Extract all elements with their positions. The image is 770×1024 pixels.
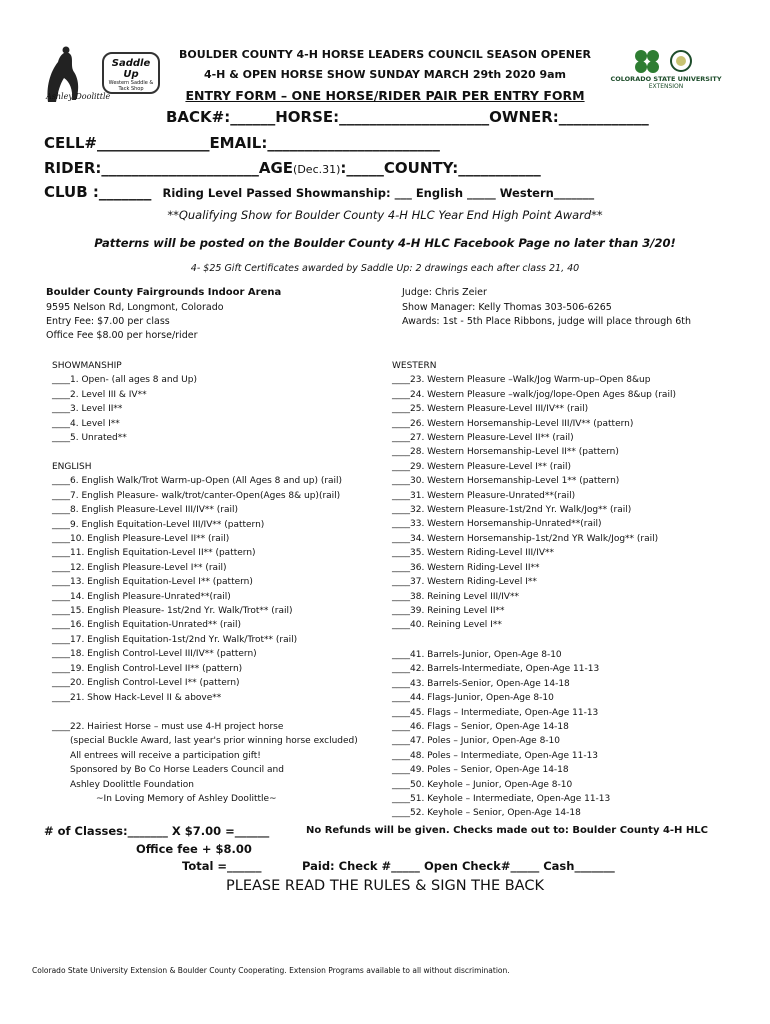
list-item[interactable]: ____27. Western Pleasure-Level II** (rail)	[392, 433, 574, 444]
list-item[interactable]: ____20. English Control-Level I** (pattern)	[52, 678, 240, 689]
gift-certificate-note: 4- $25 Gift Certificates awarded by Saddle Up: 2 drawings each after class 21, 40	[190, 263, 580, 274]
list-item[interactable]: ____4. Level I**	[52, 418, 120, 429]
list-item[interactable]: ____52. Keyhole – Senior, Open-Age 14-18	[392, 808, 581, 819]
total-field[interactable]: Total =______	[182, 859, 262, 873]
cell-email-row[interactable]: CELL#_______________EMAIL:_______________________	[44, 134, 440, 152]
list-item[interactable]: ____5. Unrated**	[52, 433, 127, 444]
list-item[interactable]: ____49. Poles – Senior, Open-Age 14-18	[392, 765, 569, 776]
list-item[interactable]: ____43. Barrels-Senior, Open-Age 14-18	[392, 678, 570, 689]
qualifying-note: **Qualifying Show for Boulder County 4-H HLC Year End High Point Award**	[167, 208, 603, 222]
judge-name: Judge: Chris Zeier	[402, 287, 487, 298]
patterns-note: Patterns will be posted on the Boulder County 4-H HLC Facebook Page no later than 3/20!	[94, 236, 676, 250]
age-county-fields: :_____COUNTY:___________	[340, 159, 541, 177]
list-item[interactable]: ____24. Western Pleasure –walk/jog/lope-Open Ages 8&up (rail)	[392, 389, 676, 400]
hairiest-note: All entrees will receive a participation gift!	[70, 750, 261, 761]
rider-age-county-row[interactable]	[44, 158, 541, 177]
list-item[interactable]: ____45. Flags – Intermediate, Open-Age 11-13	[392, 707, 599, 718]
footer-disclaimer: Colorado State University Extension & Boulder County Cooperating. Extension Programs available to all without discrimination.	[32, 966, 510, 975]
hairiest-note: Sponsored by Bo Co Horse Leaders Council and	[70, 765, 284, 776]
western-title: WESTERN	[392, 361, 437, 371]
list-item[interactable]: ____19. English Control-Level II** (pattern)	[52, 663, 243, 674]
club-field: CLUB :_______	[44, 183, 152, 201]
list-item[interactable]: ____37. Western Riding-Level I**	[392, 577, 537, 588]
awards-info: Awards: 1st - 5th Place Ribbons, judge will place through 6th	[402, 316, 692, 327]
header-title: BOULDER COUNTY 4-H HORSE LEADERS COUNCIL SEASON OPENER	[179, 48, 591, 61]
list-item[interactable]: ____32. Western Pleasure-1st/2nd Yr. Walk/Jog** (rail)	[392, 505, 632, 516]
entry-fee: Entry Fee: $7.00 per class	[46, 316, 170, 327]
list-item[interactable]: ____31. Western Pleasure-Unrated**(rail)	[392, 490, 576, 501]
list-item[interactable]: ____6. English Walk/Trot Warm-up-Open (All Ages 8 and up) (rail)	[52, 476, 343, 487]
list-item[interactable]: ____38. Reining Level III/IV**	[392, 591, 519, 602]
venue-block	[46, 287, 281, 341]
speed-events-section	[392, 648, 610, 821]
list-item[interactable]: ____46. Flags – Senior, Open-Age 14-18	[392, 722, 569, 733]
list-item[interactable]: ____40. Reining Level I**	[392, 620, 502, 631]
hairiest-horse-section	[52, 720, 358, 806]
list-item[interactable]: ____28. Western Horsemanship-Level II** (pattern)	[392, 447, 619, 458]
list-item[interactable]: ____35. Western Riding-Level III/IV**	[392, 548, 554, 559]
list-item[interactable]: ____42. Barrels-Intermediate, Open-Age 11-13	[392, 664, 600, 675]
office-fee: Office Fee $8.00 per horse/rider	[46, 330, 198, 341]
list-item[interactable]: ____25. Western Pleasure-Level III/IV** (rail)	[392, 404, 589, 415]
list-item[interactable]: ____51. Keyhole – Intermediate, Open-Age 11-13	[392, 794, 611, 805]
list-item[interactable]: ____29. Western Pleasure-Level I** (rail)	[392, 461, 571, 472]
show-manager: Show Manager: Kelly Thomas 303-506-6265	[402, 302, 612, 313]
english-title: ENGLISH	[52, 462, 92, 472]
saddleup-title: Saddle Up	[111, 58, 151, 80]
age-date-note: (Dec.31)	[293, 163, 341, 176]
header-subtitle: 4-H & OPEN HORSE SHOW SUNDAY MARCH 29th 2020 9am	[203, 68, 567, 81]
list-item[interactable]: ____34. Western Horsemanship-1st/2nd YR Walk/Jog** (rail)	[392, 533, 659, 544]
csu-logo-line2: EXTENSION	[648, 83, 684, 90]
back-horse-owner-row[interactable]: BACK#:______HORSE:____________________OWNER:____________	[166, 108, 649, 126]
refund-note: No Refunds will be given. Checks made out to: Boulder County 4-H HLC	[306, 825, 708, 836]
list-item[interactable]: ____14. English Pleasure-Unrated**(rail)	[52, 591, 231, 602]
saddleup-subtitle: Western Saddle & Tack Shop	[108, 80, 154, 92]
list-item[interactable]: ____26. Western Horsemanship-Level III/IV** (pattern)	[392, 418, 634, 429]
venue-name: Boulder County Fairgrounds Indoor Arena	[46, 287, 282, 298]
list-item[interactable]: ____7. English Pleasure- walk/trot/canter-Open(Ages 8& up)(rail)	[52, 490, 341, 501]
classes-total-field[interactable]: # of Classes:_______ X $7.00 =______	[44, 824, 270, 838]
list-item[interactable]: ____44. Flags-Junior, Open-Age 8-10	[392, 693, 554, 704]
hairiest-note: Ashley Doolittle Foundation	[70, 779, 194, 790]
showmanship-section	[52, 359, 197, 445]
club-level-row[interactable]	[44, 182, 594, 201]
list-item[interactable]: ____11. English Equitation-Level II** (pattern)	[52, 548, 256, 559]
list-item[interactable]: ____47. Poles – Junior, Open-Age 8-10	[392, 736, 561, 747]
rules-notice: PLEASE READ THE RULES & SIGN THE BACK	[226, 878, 544, 894]
list-item[interactable]: ____16. English Equitation-Unrated** (rail)	[52, 620, 242, 631]
showmanship-title: SHOWMANSHIP	[52, 361, 122, 371]
list-item[interactable]: ____10. English Pleasure-Level II** (rail)	[52, 534, 230, 545]
list-item[interactable]: ____8. English Pleasure-Level III/IV** (rail)	[52, 505, 238, 516]
csu-logo-line1: COLORADO STATE UNIVERSITY	[610, 75, 722, 83]
riding-level-fields: Riding Level Passed Showmanship: ___ English _____ Western_______	[162, 186, 595, 200]
office-fee-line: Office fee + $8.00	[136, 842, 252, 856]
list-item[interactable]: ____12. English Pleasure-Level I** (rail)	[52, 562, 227, 573]
memorial-note: ~In Loving Memory of Ashley Doolittle~	[96, 794, 277, 805]
list-item[interactable]: ____13. English Equitation-Level I** (pattern)	[52, 577, 253, 588]
doolittle-logo-text: Ashley Doolittle	[46, 92, 111, 101]
list-item[interactable]: ____33. Western Horsemanship-Unrated**(rail)	[392, 519, 602, 530]
rider-age-label: RIDER:_____________________AGE	[44, 159, 294, 177]
list-item[interactable]: ____15. English Pleasure- 1st/2nd Yr. Walk/Trot** (rail)	[52, 606, 293, 617]
list-item[interactable]: ____50. Keyhole – Junior, Open-Age 8-10	[392, 779, 573, 790]
list-item[interactable]: ____9. English Equitation-Level III/IV** (pattern)	[52, 519, 265, 530]
western-section	[392, 359, 676, 633]
english-section	[52, 460, 342, 705]
list-item[interactable]: ____2. Level III & IV**	[52, 389, 147, 400]
list-item[interactable]: ____36. Western Riding-Level II**	[392, 562, 540, 573]
list-item[interactable]: ____30. Western Horsemanship-Level 1** (pattern)	[392, 476, 620, 487]
list-item[interactable]: ____18. English Control-Level III/IV** (pattern)	[52, 649, 257, 660]
list-item[interactable]: ____23. Western Pleasure –Walk/Jog Warm-up–Open 8&up	[392, 375, 651, 386]
hairiest-note: (special Buckle Award, last year's prior winning horse excluded)	[70, 736, 358, 747]
list-item[interactable]: ____48. Poles – Intermediate, Open-Age 11-13	[392, 750, 599, 761]
list-item[interactable]: ____21. Show Hack-Level II & above**	[52, 692, 222, 703]
list-item[interactable]: ____22. Hairiest Horse – must use 4-H project horse	[52, 722, 284, 732]
officials-block	[402, 287, 691, 327]
entry-form-title: ENTRY FORM – ONE HORSE/RIDER PAIR PER ENTRY FORM	[185, 88, 585, 103]
payment-fields[interactable]: Paid: Check #_____ Open Check#_____ Cash_______	[302, 859, 615, 873]
list-item[interactable]: ____39. Reining Level II**	[392, 605, 505, 616]
venue-address: 9595 Nelson Rd, Longmont, Colorado	[46, 302, 224, 313]
list-item[interactable]: ____17. English Equitation-1st/2nd Yr. Walk/Trot** (rail)	[52, 634, 298, 645]
list-item[interactable]: ____3. Level II**	[52, 404, 123, 415]
list-item[interactable]: ____41. Barrels-Junior, Open-Age 8-10	[392, 650, 562, 660]
list-item[interactable]: ____1. Open- (all ages 8 and Up)	[52, 375, 197, 386]
